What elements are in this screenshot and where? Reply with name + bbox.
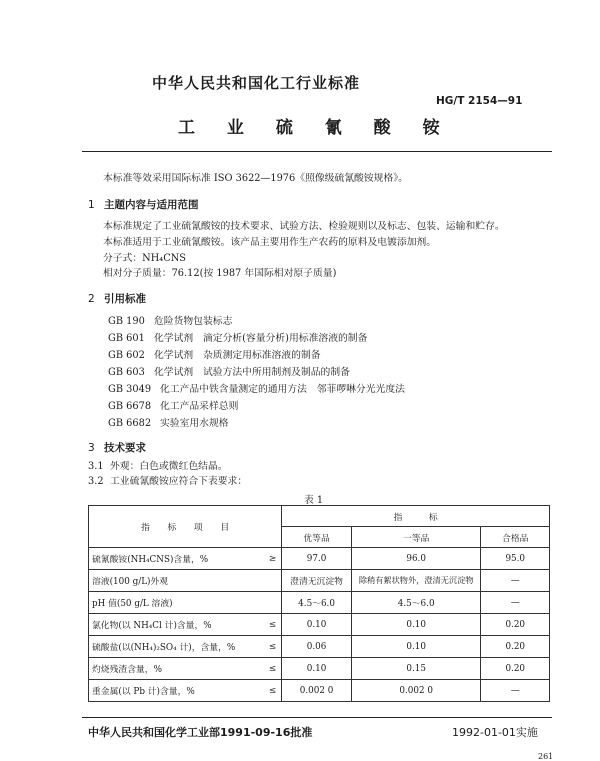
reference-item [108,313,232,327]
reference-code: GB 6682 [108,418,152,429]
reference-item [108,330,367,344]
item-cell: 硫氰酸铵(NH₄CNS)含量，% [89,548,260,570]
reference-item [108,398,238,412]
value-cell: 95.0 [481,548,550,570]
value-cell: — [481,680,550,702]
section-3-heading [88,440,146,455]
value-cell: 0.10 [351,614,481,636]
intro-paragraph: 本标准等效采用国际标准 ISO 3622—1976《照像级硫氰酸铵规格》。 [103,173,408,184]
reference-code: GB 602 [108,350,145,361]
table-row [89,636,550,658]
reference-code: GB 601 [108,333,145,344]
reference-item [108,364,350,378]
value-cell: 0.10 [282,658,352,680]
approval-line: 中华人民共和国化学工业部1991-09-16批准 [88,726,313,739]
reference-text: 化学试剂 杂质测定用标准溶液的制备 [154,350,321,361]
table-header-row [89,506,550,527]
reference-code: GB 190 [108,316,145,327]
section-1-line: 相对分子质量：76.12(按 1987 年国际相对原子质量) [103,268,337,279]
table-row [89,570,550,592]
reference-text: 化工产品采样总则 [160,401,239,412]
reference-code: GB 3049 [108,384,152,395]
grade-cell: 优等品 [282,527,352,548]
section-1-heading [88,197,199,212]
value-cell: 97.0 [282,548,352,570]
value-cell: 0.20 [481,614,550,636]
implementation-line: 1992-01-01实施 [452,726,538,739]
section-3-number: 3 [88,442,95,454]
section-3-item [88,461,228,473]
item-number: 3.2 [88,476,104,487]
standard-code: HG/T 2154—91 [436,95,523,107]
section-1-line: 本标准规定了工业硫氰酸铵的技术要求、试验方法、检验规则以及标志、包装、运输和贮存。 [103,221,505,232]
section-1-title: 主题内容与适用范围 [104,199,199,211]
value-cell: — [481,570,550,592]
value-cell: 96.0 [351,548,481,570]
value-cell: 4.5～6.0 [282,592,352,614]
value-cell: 0.10 [351,636,481,658]
standard-body-title: 中华人民共和国化工行业标准 [152,74,361,92]
value-cell: 除稍有絮状物外，澄清无沉淀物 [351,570,481,592]
value-cell: — [481,592,550,614]
header-index-cell: 指 标 [282,506,550,527]
operator-cell: ≤ [260,614,282,636]
grade-cell: 一等品 [351,527,481,548]
grade-cell: 合格品 [481,527,550,548]
reference-text: 危险货物包装标志 [154,316,233,327]
value-cell: 0.15 [351,658,481,680]
item-cell: pH 值(50 g/L 溶液) [89,592,260,614]
table-caption: 表 1 [304,495,324,506]
value-cell: 0.10 [282,614,352,636]
section-1-number: 1 [88,199,95,211]
value-cell: 0.20 [481,658,550,680]
reference-text: 化学试剂 试验方法中所用制剂及制品的制备 [154,367,350,378]
header-item-cell: 指 标 项 目 [89,506,282,548]
item-cell: 硫酸盐(以(NH₄)₂SO₄ 计)，含量，% [89,636,260,658]
header-divider [82,151,552,152]
reference-item [108,381,405,395]
table-row [89,592,550,614]
reference-code: GB 6678 [108,401,152,412]
section-1-line: 本标准适用于工业硫氰酸铵。该产品主要用作生产农药的原料及电镀添加剂。 [103,237,437,248]
document-title: 工 业 硫 氰 酸 铵 [178,118,453,138]
footer-divider [82,717,552,718]
section-2-number: 2 [88,293,95,305]
reference-text: 实验室用水规格 [160,418,229,429]
item-cell: 灼烧残渣含量，% [89,658,260,680]
operator-cell: ≤ [260,636,282,658]
value-cell: 0.20 [481,636,550,658]
value-cell: 0.002 0 [351,680,481,702]
operator-cell: ≤ [260,658,282,680]
reference-code: GB 603 [108,367,145,378]
item-text: 工业硫氰酸铵应符合下表要求： [110,476,248,487]
value-cell: 0.06 [282,636,352,658]
item-cell: 溶液(100 g/L)外观 [89,570,260,592]
section-3-item [88,476,247,488]
reference-text: 化工产品中铁含量测定的通用方法 邻菲啰啉分光光度法 [160,384,405,395]
value-cell: 澄清无沉淀物 [282,570,352,592]
item-text: 外观：白色或微红色结晶。 [110,461,228,472]
table-row [89,658,550,680]
operator-cell: ≤ [260,680,282,702]
operator-cell [260,592,282,614]
section-1-line: 分子式：NH₄CNS [103,253,187,264]
value-cell: 0.002 0 [282,680,352,702]
table-row [89,548,550,570]
table-row [89,614,550,636]
spec-table [88,505,550,702]
table-row [89,680,550,702]
page-number: 261 [538,752,554,761]
item-number: 3.1 [88,461,104,472]
item-cell: 重金属(以 Pb 计)含量，% [89,680,260,702]
reference-item [108,415,229,429]
item-cell: 氯化物(以 NH₄Cl 计)含量，% [89,614,260,636]
section-2-title: 引用标准 [104,293,146,305]
operator-cell: ≥ [260,548,282,570]
section-3-title: 技术要求 [104,442,146,454]
reference-item [108,347,321,361]
section-2-heading [88,291,146,306]
reference-text: 化学试剂 滴定分析(容量分析)用标准溶液的制备 [154,333,368,344]
operator-cell [260,570,282,592]
value-cell: 4.5～6.0 [351,592,481,614]
